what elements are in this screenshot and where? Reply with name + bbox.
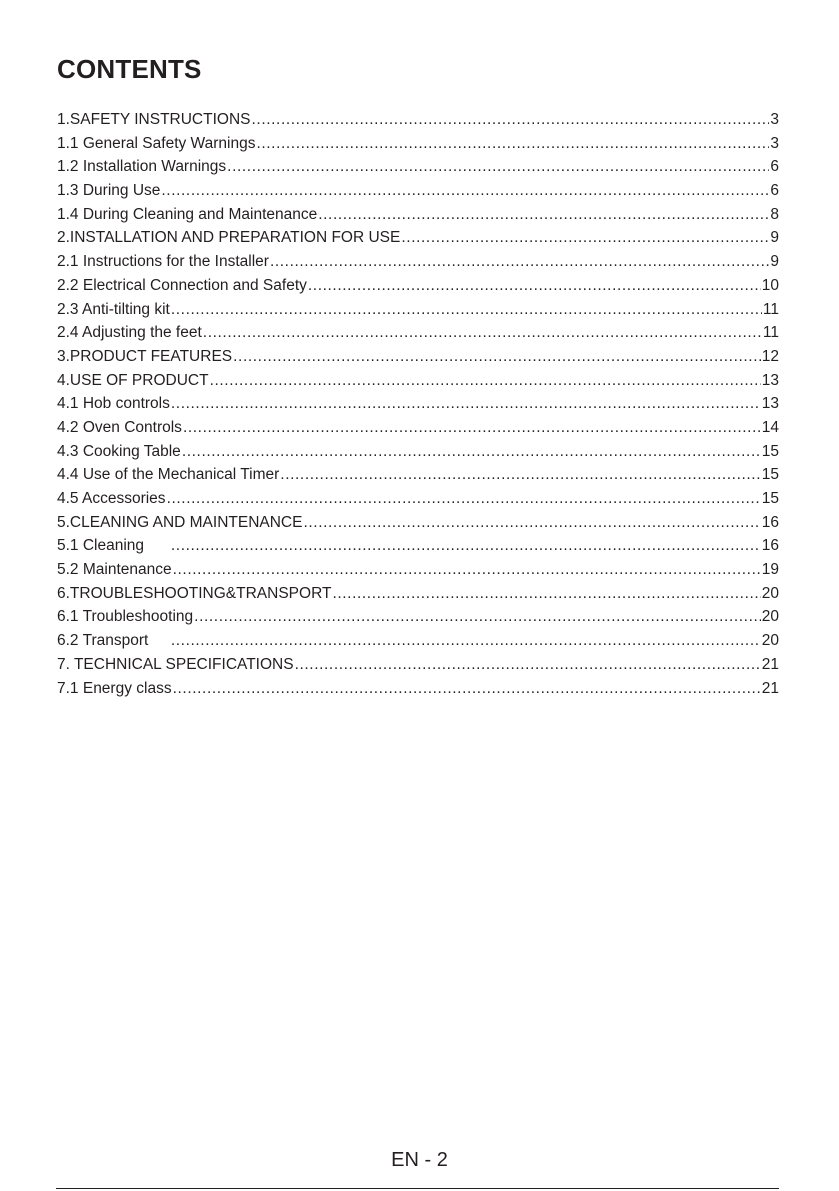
toc-entry-page: 3 xyxy=(770,111,779,128)
dot-leader xyxy=(256,134,769,154)
toc-entry-page: 6 xyxy=(770,182,779,200)
toc-entry-page: 19 xyxy=(761,561,779,579)
toc-entry xyxy=(57,560,779,584)
toc-entry xyxy=(57,536,779,560)
toc-entry xyxy=(57,489,779,513)
table-of-contents xyxy=(57,110,779,702)
dot-leader xyxy=(173,560,761,580)
toc-entry xyxy=(57,394,779,418)
page-title: CONTENTS xyxy=(57,54,202,84)
toc-entry-page: 15 xyxy=(761,490,779,507)
dot-leader xyxy=(308,276,761,296)
toc-entry xyxy=(57,181,779,205)
toc-entry xyxy=(57,347,779,371)
toc-entry xyxy=(57,679,779,703)
toc-entry-label: 2.2 Electrical Connection and Safety xyxy=(57,276,307,294)
dot-leader xyxy=(173,679,761,699)
toc-entry-label: 6.2 Transport xyxy=(57,632,170,650)
dot-leader xyxy=(167,489,761,509)
toc-entry-label: 1.4 During Cleaning and Maintenance xyxy=(57,205,318,223)
toc-entry-label: 6.1 Troubleshooting xyxy=(57,608,194,626)
toc-entry-page: 13 xyxy=(761,371,779,389)
dot-leader xyxy=(183,418,761,438)
toc-entry-label: 4.3 Cooking Table xyxy=(57,442,181,460)
toc-entry xyxy=(57,513,779,537)
toc-entry-label: 7.1 Energy class xyxy=(57,679,172,697)
toc-entry xyxy=(57,418,779,442)
toc-entry-label: 2.3 Anti-tilting kit xyxy=(57,300,170,318)
toc-entry xyxy=(57,110,779,134)
toc-entry xyxy=(57,252,779,276)
toc-entry-label: 7. TECHNICAL SPECIFICATIONS xyxy=(57,655,294,673)
toc-entry-label: 1.2 Installation Warnings xyxy=(57,158,227,176)
dot-leader xyxy=(303,513,760,533)
toc-entry-page: 11 xyxy=(762,300,779,318)
toc-entry-label: 4.1 Hob controls xyxy=(57,395,170,413)
dot-leader xyxy=(171,300,762,320)
toc-entry-page: 8 xyxy=(770,205,779,223)
toc-entry xyxy=(57,655,779,679)
toc-entry-label: 5.2 Maintenance xyxy=(57,561,172,579)
toc-entry-label: 1.1 General Safety Warnings xyxy=(57,134,256,152)
dot-leader xyxy=(401,228,769,248)
toc-entry-label: 5.1 Cleaning xyxy=(57,537,170,555)
toc-entry-label: 6.TROUBLESHOOTING&TRANSPORT xyxy=(57,584,332,602)
toc-entry-label: 4.5 Accessories xyxy=(57,490,166,507)
dot-leader xyxy=(210,371,761,391)
toc-entry-label: 1.3 During Use xyxy=(57,182,161,200)
toc-entry xyxy=(57,465,779,489)
dot-leader xyxy=(203,323,762,343)
toc-entry-page: 15 xyxy=(761,442,779,460)
dot-leader xyxy=(182,442,761,462)
toc-entry-label: 1.SAFETY INSTRUCTIONS xyxy=(57,111,251,128)
toc-entry xyxy=(57,157,779,181)
toc-entry xyxy=(57,205,779,229)
toc-entry-page: 15 xyxy=(761,466,779,484)
dot-leader xyxy=(318,205,769,225)
toc-entry xyxy=(57,371,779,395)
dot-leader xyxy=(252,110,770,130)
toc-entry-label: 4.4 Use of the Mechanical Timer xyxy=(57,466,280,484)
dot-leader xyxy=(171,394,761,414)
toc-entry-label: 2.4 Adjusting the feet xyxy=(57,324,202,342)
toc-entry-page: 6 xyxy=(770,158,779,176)
toc-entry xyxy=(57,607,779,631)
toc-entry-page: 9 xyxy=(770,229,779,247)
toc-entry-page: 16 xyxy=(761,513,779,531)
toc-entry-page: 3 xyxy=(770,134,779,152)
dot-leader xyxy=(227,157,769,177)
toc-entry-label: 4.USE OF PRODUCT xyxy=(57,371,209,389)
toc-entry-page: 13 xyxy=(761,395,779,413)
toc-entry xyxy=(57,276,779,300)
toc-entry-page: 21 xyxy=(761,655,779,673)
toc-entry-page: 20 xyxy=(761,632,779,650)
footer-divider xyxy=(56,1188,779,1189)
toc-entry-label: 3.PRODUCT FEATURES xyxy=(57,347,233,365)
toc-entry xyxy=(57,631,779,655)
toc-entry xyxy=(57,228,779,252)
toc-entry-label: 2.1 Instructions for the Installer xyxy=(57,253,269,271)
toc-entry xyxy=(57,584,779,608)
toc-entry-page: 20 xyxy=(761,608,779,626)
toc-entry-label: 4.2 Oven Controls xyxy=(57,418,182,436)
dot-leader xyxy=(171,631,761,651)
page-number: EN - 2 xyxy=(391,1149,448,1171)
toc-entry-page: 20 xyxy=(761,584,779,602)
toc-entry-page: 11 xyxy=(762,324,779,342)
dot-leader xyxy=(233,347,761,367)
dot-leader xyxy=(332,584,760,604)
dot-leader xyxy=(171,536,761,556)
dot-leader xyxy=(270,252,769,272)
toc-entry-page: 12 xyxy=(761,347,779,365)
dot-leader xyxy=(295,655,761,675)
dot-leader xyxy=(161,181,769,201)
toc-entry-label: 2.INSTALLATION AND PREPARATION FOR USE xyxy=(57,229,401,247)
toc-entry-page: 9 xyxy=(770,253,779,271)
toc-entry xyxy=(57,442,779,466)
toc-entry-page: 14 xyxy=(761,418,779,436)
dot-leader xyxy=(280,465,760,485)
toc-entry-page: 21 xyxy=(761,679,779,697)
toc-entry-page: 10 xyxy=(761,276,779,294)
toc-entry-label: 5.CLEANING AND MAINTENANCE xyxy=(57,513,303,531)
toc-entry xyxy=(57,323,779,347)
dot-leader xyxy=(194,607,761,627)
toc-entry xyxy=(57,134,779,158)
toc-entry xyxy=(57,300,779,324)
toc-entry-page: 16 xyxy=(761,537,779,555)
